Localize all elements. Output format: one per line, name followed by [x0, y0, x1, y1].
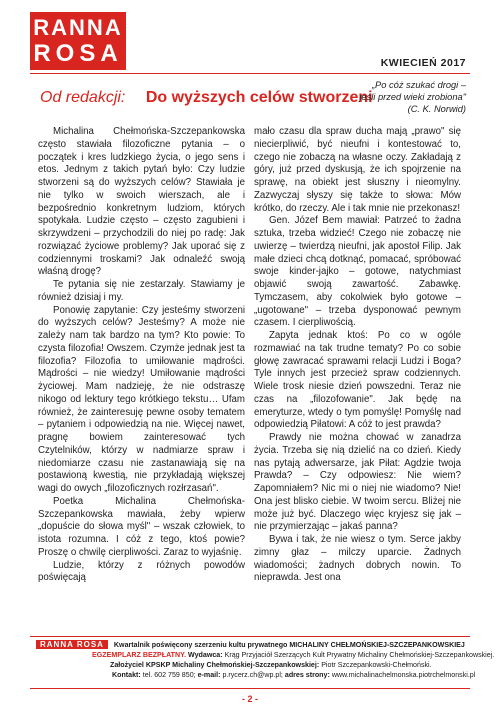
magazine-logo [30, 12, 126, 70]
quote-author: (C. K. Norwid) [407, 104, 466, 114]
quote-line-2: jeśli przed wieki zrobiona" [359, 92, 466, 102]
paragraph: Gen. Józef Bem mawiał: Patrzeć to żadna sztuka, trzeba widzieć! Czego nie zobaczę nie uwierzę – twierdzą nieufni, jak apostoł Filip. Jak małe dzieci chcą dotknąć, pomacać, spróbować swoje kinder-jajko – gotowe, natychmiast objawić swoją zawartość. Zabawkę. Tymczasem, aby cokolwiek było gotowe – „ugotowane" – trzeba dysponować pewnym czasem. I cierpliwością. [254, 215, 461, 329]
email-label: e-mail: [197, 671, 221, 679]
colophon-row-3 [110, 661, 470, 670]
website-link[interactable]: www.michalinachelmonska.piotrchelmonski.pl [331, 671, 476, 679]
colophon-description: Kwartalnik poświęcony szerzeniu kultu prywatnego MICHALINY CHEŁMOŃSKIEJ-SZCZEPANKOWSKIEJ [113, 641, 465, 649]
publisher-name: Krąg Przyjaciół Szerzących Kult Prywatny Michaliny Chełmońskiej-Szczepankowskiej. [224, 651, 495, 659]
founder-label: Założyciel KPSKP Michaliny Chełmońskiej-Szczepankowskiej: [110, 661, 320, 669]
paragraph: mało czasu dla spraw ducha mają „prawo" się niecierpliwić, być nieufni i kontestować to, czego nie zobaczą na własne oczy. Zakładają z góry, już przed dyskusją, że ich spojrzenie na sprawę, na obiekt jest słuszny i nieomylny. Zazwyczaj słyszy się także to słowa: Mów krótko, do rzeczy. Ale i tak mnie nie przekonasz! [254, 126, 461, 214]
founder-name: Piotr Szczepankowski-Chełmoński. [321, 661, 432, 669]
epigraph-quote [316, 79, 466, 115]
free-copy-label: EGZEMPLARZ BEZPŁATNY. [92, 651, 187, 659]
paragraph: Michalina Chełmońska-Szczepankowska często stawiała filozoficzne pytania – o początek i kres ludzkiego życia, o jego sens i etos. Jednym z takich pytań było: Czy ludzie stworzeni są do wyższych celów? Stawiała je nie tylko w swoich wierszach, ale i bezpośrednio konkretnym ludziom, których spotykała. Ludzie często – często zagubieni i skrzywdzeni – przychodzili do niej po radę: Jak rozwiązać życiowe problemy? Jak uporać się z codziennymi troskami? Jak odnaleźć swoją właśną drogę? [38, 126, 245, 278]
paragraph: Zapyta jednak ktoś: Po co w ogóle rozmawiać na tak trudne tematy? Po co sobie głowę zawracać sprawami relacji Ludzi i Boga? Tyle innych jest przecież spraw codziennych. Wiele trosk niesie dzień powszedni. Teraz nie czas na „filozofowanie". Jak będę na emeryturze, wtedy o tym pomyślę! Pomyślę nad odpowiedzią Piłatowi: A cóż to jest prawda? [254, 330, 461, 431]
issue-date: KWIECIEŃ 2017 [380, 57, 466, 69]
article-title: Do wyższych celów stworzeni [145, 89, 373, 106]
website-label: adres strony: [284, 671, 330, 679]
publisher-label: Wydawca: [188, 651, 223, 659]
paragraph: Te pytania się nie zestarzały. Stawiamy je również dzisiaj i my. [38, 279, 245, 303]
colophon-row-2 [92, 651, 495, 660]
paragraph: Ludzie, którzy z różnych powodów poświęcają [38, 559, 245, 584]
contact-label: Kontakt: [112, 671, 141, 679]
logo-line-1: RANNA [33, 15, 123, 40]
paragraph: Ponowię zapytanie: Czy jesteśmy stworzeni do wyższych celów? Jesteśmy? A może nie zależy nam tak bardzo na tym? Kto powie: To czysta filozofia! Owszem. Czymże jednak jest ta filozofia? Filozofia to umiłowanie mądrości. Mądrości – nie wiedzy! Umiłowanie mądrości życiowej. Mam nadzieję, że nie odstraszę nikogo od lektury tego krótkiego tekstu… Ufam również, że zainteresuję pewne osoby tematem – pytaniem i odpowiedzią na nie. Więcej nawet, pragnę bowiem zainteresować tych Czytelników, którzy w nadmiarze spraw i niedomiarze czasu nie zastanawiają się na postawioną kwestią, nie przykładają większej wagi do owych „filozoficznych rozłrzasań". [38, 304, 245, 494]
colophon-row-4 [112, 671, 476, 680]
page-number: - 2 - [241, 694, 258, 704]
quote-line-1: „Po cóż szukać drogi – [371, 80, 466, 90]
header-divider [30, 73, 470, 74]
paragraph: Poetka Michalina Chełmońska-Szczepankowska mawiała, żeby wpierw „dopuście do słowa myśl" – wszak człowiek, to istota rozumna. I cóż z tego, ktoś powie? Proszę o chwilę cierpliwości. Zaraz to wyjaśnię. [38, 495, 245, 558]
article-column-right [254, 126, 461, 585]
paragraph: Prawdy nie można chować w zanadrza życia. Trzeba się nią dzielić na co dzień. Kiedy nas pytają adwersarze, jak Piłat: Agdzie twoja Prawda? – Czy odpowiesz: Nie wiem? Zapomniałem? Nic mi o niej nie wiadomo? Nie! Ona jest blisko ciebie. W twoim sercu. Bliżej nie może już być. Dlaczego więc kryjesz się jak – nie przymierzając – jakaś panna? [254, 432, 461, 533]
logo-line-2: ROSA [33, 40, 123, 67]
article-column-left [38, 126, 245, 585]
colophon [30, 636, 495, 689]
section-label: Od redakcji: [40, 89, 126, 106]
paragraph: Bywa i tak, że nie wiesz o tym. Serce jakby zimny głaz – milczy uparcie. Żadnych wiadomości; żadnych dobrych nowin. To nieprawda. Jest ona [254, 534, 461, 584]
contact-email[interactable]: p.rycerz.ch@wp.pl; [222, 671, 283, 679]
colophon-logo: RANNA ROSA [36, 640, 108, 649]
colophon-row-1 [36, 640, 470, 650]
contact-phone: tel. 602 759 850; [142, 671, 196, 679]
